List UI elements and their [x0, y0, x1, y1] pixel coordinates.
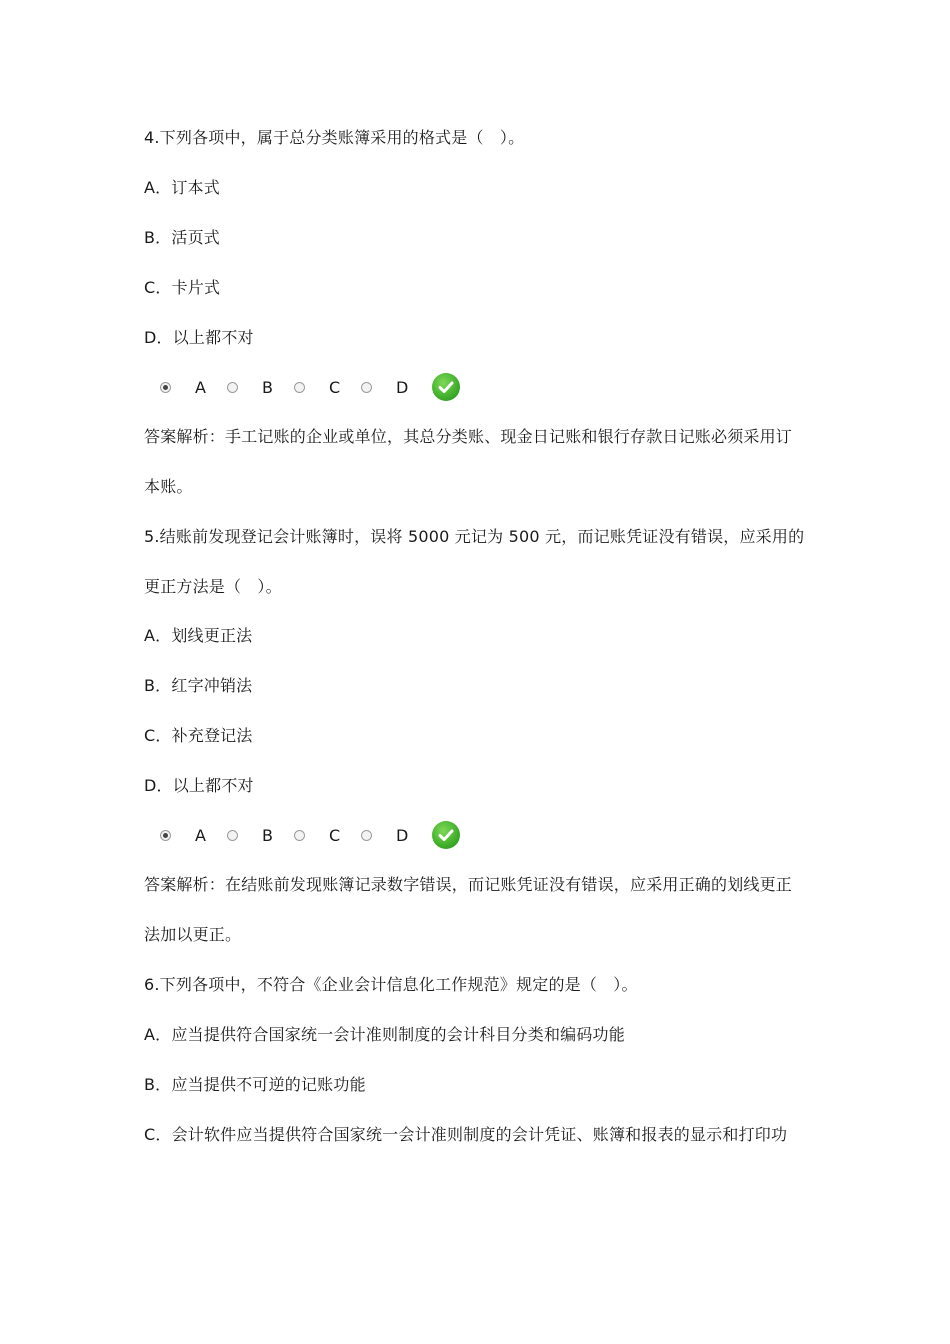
radio-unselected[interactable] [227, 830, 238, 841]
q5-question-line1: 5.结账前发现登记会计账簿时，误将 5000 元记为 500 元，而记账凭证没有错误，应采用的 [144, 527, 805, 546]
radio-unselected[interactable] [227, 382, 238, 393]
green-check-icon [432, 821, 460, 849]
q4-choice-c[interactable] [294, 378, 339, 397]
q4-answer-row [160, 373, 460, 401]
choice-label: B [262, 825, 273, 845]
q5-choice-c[interactable] [294, 826, 339, 845]
q5-choice-a[interactable] [160, 826, 205, 845]
q6-option-c: C．会计软件应当提供符合国家统一会计准则制度的会计凭证、账簿和报表的显示和打印功 [144, 1125, 788, 1144]
q4-choice-a[interactable] [160, 378, 205, 397]
green-check-icon [432, 373, 460, 401]
q6-option-a: A．应当提供符合国家统一会计准则制度的会计科目分类和编码功能 [144, 1025, 625, 1044]
q5-option-c: C．补充登记法 [144, 726, 253, 745]
q4-choice-b[interactable] [227, 378, 272, 397]
q5-question-line2: 更正方法是（ ）。 [144, 577, 282, 596]
choice-label: C [329, 825, 341, 845]
radio-unselected[interactable] [361, 830, 372, 841]
choice-label: A [195, 825, 206, 845]
q6-question: 6.下列各项中，不符合《企业会计信息化工作规范》规定的是（ ）。 [144, 975, 638, 994]
radio-unselected[interactable] [294, 382, 305, 393]
q4-choice-d[interactable] [361, 377, 409, 397]
choice-label: C [329, 377, 341, 397]
choice-label: B [262, 377, 273, 397]
radio-selected[interactable] [160, 382, 171, 393]
q4-question: 4.下列各项中，属于总分类账簿采用的格式是（ ）。 [144, 128, 525, 147]
q4-analysis-line1: 答案解析：手工记账的企业或单位，其总分类账、现金日记账和银行存款日记账必须采用订 [144, 427, 793, 446]
choice-label: D [396, 377, 409, 397]
q6-option-b: B．应当提供不可逆的记账功能 [144, 1075, 366, 1094]
radio-unselected[interactable] [361, 382, 372, 393]
q5-choice-b[interactable] [227, 826, 272, 845]
q5-answer-row [160, 821, 460, 849]
choice-label: A [195, 377, 206, 397]
q4-option-d: D．以上都不对 [144, 328, 254, 347]
q4-analysis-line2: 本账。 [144, 477, 193, 496]
q4-option-c: C．卡片式 [144, 278, 221, 297]
radio-selected[interactable] [160, 830, 171, 841]
q5-option-b: B．红字冲销法 [144, 676, 253, 695]
q5-option-a: A．划线更正法 [144, 626, 253, 645]
choice-label: D [396, 825, 409, 845]
q4-option-b: B．活页式 [144, 228, 220, 247]
q5-analysis-line2: 法加以更正。 [144, 925, 242, 944]
q5-choice-d[interactable] [361, 825, 409, 845]
q4-option-a: A．订本式 [144, 178, 220, 197]
q5-analysis-line1: 答案解析：在结账前发现账簿记录数字错误，而记账凭证没有错误，应采用正确的划线更正 [144, 875, 793, 894]
radio-unselected[interactable] [294, 830, 305, 841]
q5-option-d: D．以上都不对 [144, 776, 254, 795]
